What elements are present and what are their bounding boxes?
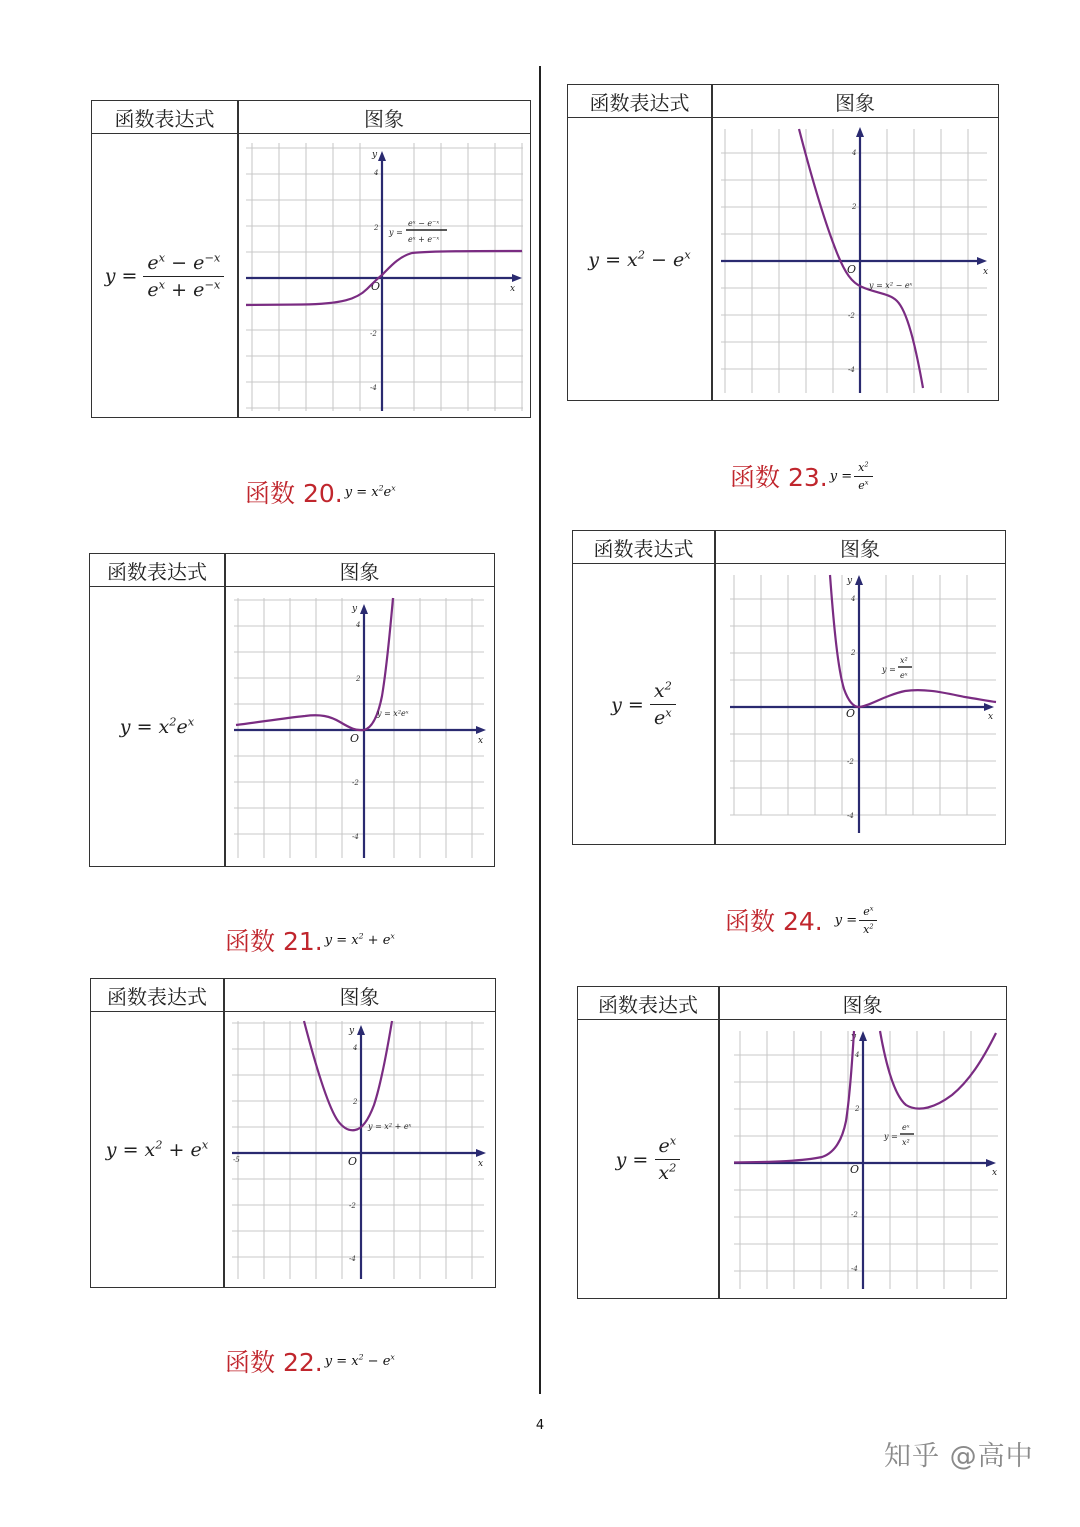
tick-2: 2 [851,649,856,657]
y-axis-arrow [360,604,368,614]
tick-neg2: -2 [847,758,854,766]
caption-21-formula: $y = x^2 + e^x$ [324,931,395,948]
grid [232,1021,484,1279]
caption-23-formula: y = $\frac{x^2}{e^x}$ [830,461,873,492]
tick-2: 2 [374,224,379,232]
tick-4: 4 [356,621,361,629]
header-expression: 函数表达式 [107,985,207,1009]
table-x2pex [90,978,496,1288]
tick-neg4: -4 [349,1255,356,1263]
annotation-x2ex: y = x²eˣ [377,709,409,718]
curve-x2ex [236,598,393,730]
expression-x2ex: $y = x^2e^x$ [119,714,195,738]
caption-22-label: 函数 22. [225,1348,323,1377]
graph-x2pex [228,1017,490,1285]
svg-text:eˣ − e⁻ˣ: eˣ − e⁻ˣ [408,219,440,228]
y-axis-label: y [349,1026,355,1036]
header-graph: 图象 [835,91,875,115]
origin-label: O [350,732,360,745]
y-axis-arrow [859,1031,867,1041]
caption-23 [730,458,873,494]
annotation-tanh [388,219,447,244]
origin-label: O [846,707,856,720]
x-axis-label: x [478,1159,484,1169]
origin-label: O [348,1155,358,1168]
caption-24-label: 函数 24. [725,907,823,936]
graph-tanh [242,139,527,415]
graph-x2dex [720,569,1002,842]
tick-4: 4 [353,1044,358,1052]
x-axis-arrow [984,703,994,711]
tick-2: 2 [353,1098,358,1106]
expression-x2mex: $y = x^2 - e^x$ [588,247,691,271]
caption-22-formula: $y = x^2 - e^x$ [324,1352,395,1369]
svg-text:y =: y = [882,665,896,674]
table-x2dex [572,530,1006,845]
caption-21 [225,922,395,958]
caption-20 [245,474,396,510]
svg-text:y =: y = [884,1132,898,1141]
table-exdx2 [577,986,1007,1299]
origin-label: O [847,263,857,276]
annotation-exdx2 [883,1123,914,1147]
expression-exdx2: y = $\frac{e^x}{x^2}$ [578,1021,718,1298]
x-axis-arrow [476,1149,486,1157]
tick-2: 2 [855,1105,860,1113]
header-graph: 图象 [364,107,404,131]
caption-21-label: 函数 21. [225,927,323,956]
header-graph: 图象 [842,993,883,1017]
x-axis-arrow [986,1159,996,1167]
annotation-x2pex: y = x² + eˣ [368,1122,412,1131]
svg-text:eˣ: eˣ [902,1123,910,1132]
svg-text:y =: y = [389,228,403,237]
origin-label: O [371,280,381,293]
graph-x2ex [230,592,490,864]
caption-24 [725,902,878,938]
tick-neg5: -5 [233,1156,240,1164]
graph-exdx2 [724,1025,1004,1296]
y-axis-arrow [378,151,386,161]
grid [734,1031,998,1289]
y-axis-label: y [372,150,378,160]
svg-text:x²: x² [902,1138,910,1147]
x-axis-label: x [510,284,516,294]
x-axis-arrow [977,257,987,265]
header-expression: 函数表达式 [593,537,694,561]
header-expression: 函数表达式 [107,560,207,584]
header-expression: 函数表达式 [589,91,690,115]
tick-neg4: -4 [848,366,855,374]
caption-20-formula: $y = x^2e^x$ [344,483,396,500]
y-axis-arrow [856,127,864,137]
tick-neg4: -4 [370,384,377,392]
tick-4: 4 [852,149,857,157]
tick-2: 2 [356,675,361,683]
tick-neg2: -2 [370,330,377,338]
caption-23-label: 函数 23. [730,463,828,492]
tick-neg4: -4 [851,1265,858,1273]
watermark: 知乎 @高中 [884,1441,1034,1472]
header-graph: 图象 [840,537,880,561]
y-axis-label: y [352,604,358,614]
graph-x2mex [717,123,995,398]
annotation-x2mex: y = x² − eˣ [869,281,913,290]
header-expression: 函数表达式 [114,107,215,131]
svg-text:eˣ: eˣ [900,671,908,680]
expression-x2pex: $y = x^2 + e^x$ [105,1137,209,1161]
tick-4: 4 [855,1051,860,1059]
curve-x2pex [304,1021,392,1130]
origin-label: O [850,1163,860,1176]
y-axis-label: y [851,1032,857,1042]
page-number: 4 [535,1418,545,1433]
tick-neg2: -2 [349,1202,356,1210]
table-x2mex [567,84,999,401]
tick-neg4: -4 [847,812,854,820]
caption-22 [225,1343,395,1379]
tick-neg2: -2 [352,779,359,787]
caption-24-formula: y = $\frac{e^x}{x^2}$ [835,905,878,936]
tick-neg2: -2 [848,312,855,320]
y-axis-arrow [855,575,863,585]
grid [234,598,484,858]
header-graph: 图象 [339,560,380,584]
column-divider [539,66,541,1394]
tick-4: 4 [851,595,856,603]
x-axis-label: x [992,1168,998,1178]
table-x2ex [89,553,495,867]
curve-exdx2-right [880,1031,996,1109]
tick-4: 4 [374,169,379,177]
header-graph: 图象 [339,985,380,1009]
y-axis-arrow [357,1025,365,1035]
svg-text:x²: x² [900,656,908,665]
x-axis-label: x [988,712,994,722]
expression-tanh: y = $\frac{e^x - e^{-x}}{e^x + e^{-x}}$ [92,135,237,417]
tick-neg2: -2 [851,1211,858,1219]
caption-20-label: 函数 20. [245,479,343,508]
table-tanh [91,100,531,418]
expression-x2dex: y = $\frac{x^2}{e^x}$ [573,565,714,844]
x-axis-arrow [476,726,486,734]
svg-text:eˣ + e⁻ˣ: eˣ + e⁻ˣ [408,235,440,244]
x-axis-arrow [512,274,522,282]
header-expression: 函数表达式 [598,993,698,1017]
tick-neg4: -4 [352,833,359,841]
x-axis-label: x [478,736,484,746]
tick-2: 2 [852,203,857,211]
y-axis-label: y [847,576,853,586]
x-axis-label: x [983,267,989,277]
